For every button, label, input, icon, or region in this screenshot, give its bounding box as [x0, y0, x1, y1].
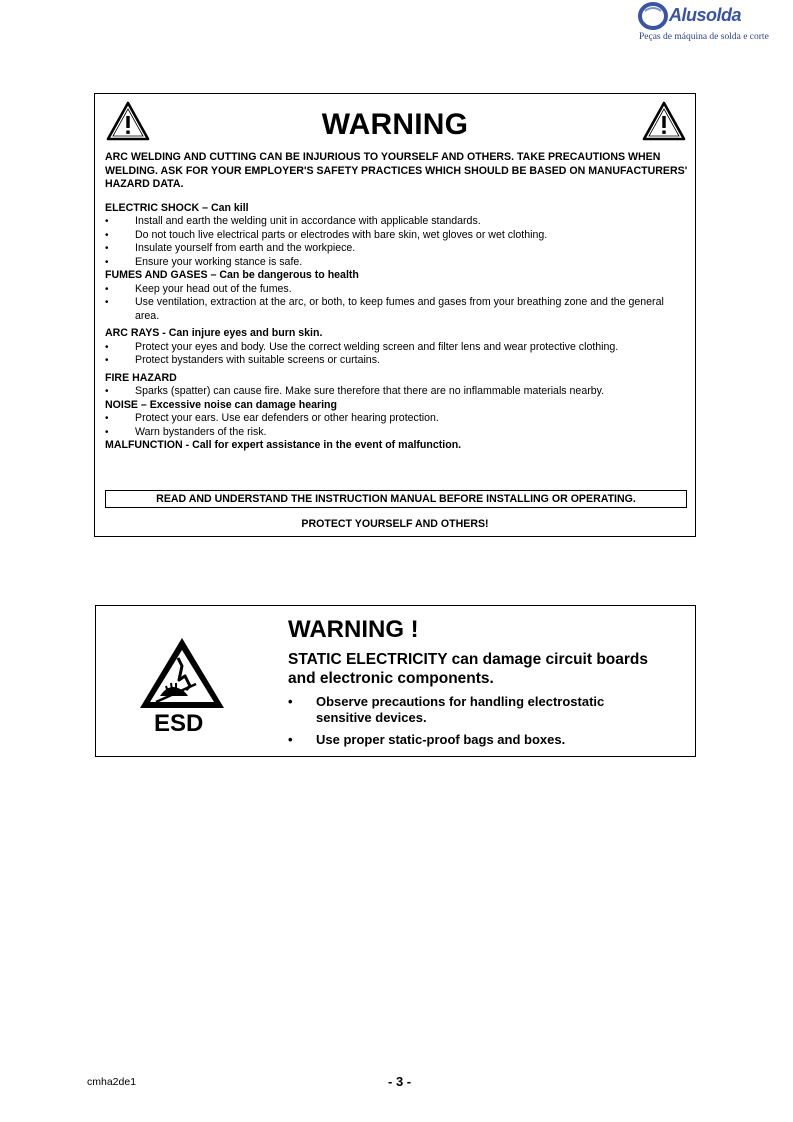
alusolda-logo — [638, 2, 788, 46]
list-item: • Insulate yourself from earth and the workpiece. — [105, 242, 690, 256]
list-item: • Observe precautions for handling electrostatic sensitive devices. — [288, 694, 648, 725]
section-title-fire-hazard: FIRE HAZARD — [105, 371, 177, 384]
noise-list — [105, 412, 690, 439]
esd-warning-title: WARNING ! — [288, 616, 419, 643]
list-item: • Protect your eyes and body. Use the correct welding screen and filter lens and wear protective clothing. — [105, 341, 690, 355]
esd-hand-triangle-icon — [138, 636, 226, 710]
esd-label: ESD — [154, 710, 204, 737]
section-title-malfunction: MALFUNCTION - Call for expert assistance in the event of malfunction. — [105, 439, 462, 451]
document-code: cmha2de1 — [87, 1076, 137, 1088]
section-title-arc-rays: ARC RAYS - Can injure eyes and burn skin. — [105, 327, 323, 339]
welding-warning-box — [94, 93, 696, 537]
list-item: • Do not touch live electrical parts or electrodes with bare skin, wet gloves or wet clothing. — [105, 229, 690, 243]
section-title-noise: NOISE – Excessive noise can damage hearing — [105, 398, 337, 411]
section-title-electric-shock: ELECTRIC SHOCK – Can kill — [105, 201, 249, 214]
list-item: • Protect bystanders with suitable screens or curtains. — [105, 354, 690, 368]
list-item: • Warn bystanders of the risk. — [105, 426, 690, 440]
fumes-gases-list — [105, 283, 690, 324]
section-title-fumes-gases: FUMES AND GASES – Can be dangerous to health — [105, 269, 359, 281]
arc-rays-list — [105, 341, 690, 368]
list-item: • Sparks (spatter) can cause fire. Make sure therefore that there are no inflammable materials nearby. — [105, 385, 690, 399]
list-item: • Keep your head out of the fumes. — [105, 283, 690, 297]
logo-tagline: Peças de máquina de solda e corte — [639, 32, 769, 42]
list-item: • Install and earth the welding unit in accordance with applicable standards. — [105, 215, 690, 229]
esd-precautions-list — [288, 694, 648, 755]
list-item: • Use ventilation, extraction at the arc, or both, to keep fumes and gases from your breathing zone and the general area. — [105, 296, 690, 323]
logo-brand-name: Alusolda — [669, 5, 742, 25]
list-item: • Ensure your working stance is safe. — [105, 256, 690, 270]
electric-shock-list — [105, 215, 690, 269]
warning-triangle-icon — [641, 100, 687, 142]
fire-hazard-list — [105, 385, 690, 399]
esd-warning-subtitle: STATIC ELECTRICITY can damage circuit boards and electronic components. — [288, 651, 649, 687]
warning-intro: ARC WELDING AND CUTTING CAN BE INJURIOUS TO YOURSELF AND OTHERS. TAKE PRECAUTIONS WHEN WELDING. ASK FOR YOUR EMPLOYER'S SAFETY PRACTICES WHICH SHOULD BE BASED ON MANUFACTURERS' HAZARD DATA. — [105, 151, 688, 190]
protect-notice: PROTECT YOURSELF AND OTHERS! — [301, 518, 489, 530]
warning-content — [105, 151, 690, 453]
alusolda-logo-icon — [638, 2, 670, 32]
warning-title: WARNING — [321, 108, 469, 141]
page-number: - 3 - — [388, 1074, 412, 1089]
read-manual-notice: READ AND UNDERSTAND THE INSTRUCTION MANUAL BEFORE INSTALLING OR OPERATING. — [105, 490, 687, 508]
esd-warning-box — [95, 605, 696, 757]
list-item: • Protect your ears. Use ear defenders or other hearing protection. — [105, 412, 690, 426]
list-item: • Use proper static-proof bags and boxes. — [288, 732, 648, 748]
